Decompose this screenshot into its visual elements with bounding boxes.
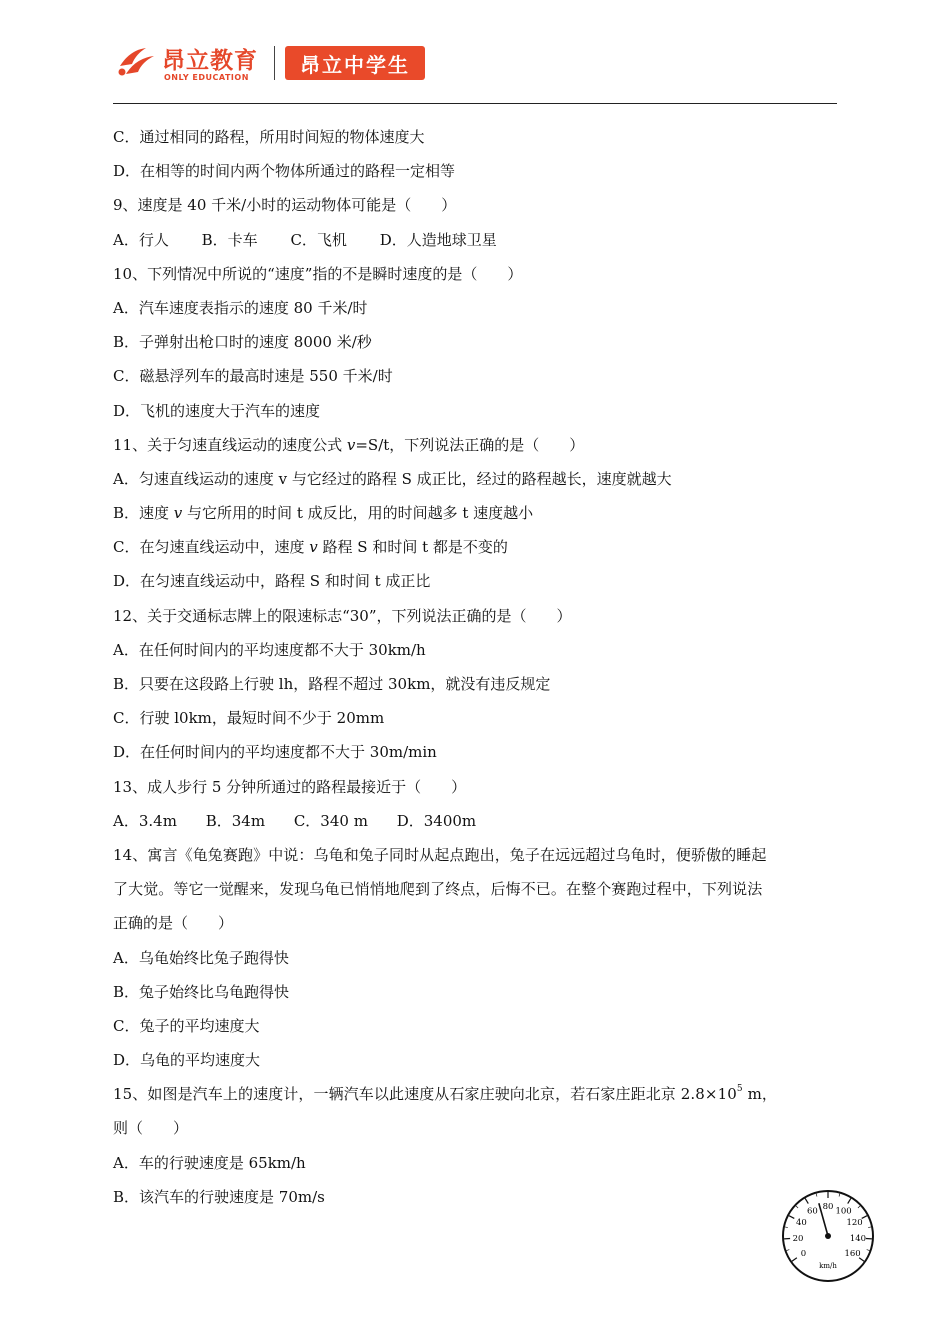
q12-option-c: C．行驶 l0km，最短时间不少于 20mm xyxy=(113,709,385,728)
q14-stem-line-2: 了大觉。等它一觉醒来，发现乌龟已悄悄地爬到了终点，后悔不已。在整个赛跑过程中，下列说法 xyxy=(113,880,763,899)
q9-option-a: A．行人 xyxy=(113,230,169,249)
q12-option-b: B．只要在这段路上行驶 lh，路程不超过 30km，就没有违反规定 xyxy=(113,675,551,693)
q10-option-c: C．磁悬浮列车的最高时速是 550 千米/时 xyxy=(113,367,393,386)
speedometer-tick-label: 0 xyxy=(800,1249,807,1260)
q13-option-d: D．3400m xyxy=(396,811,477,830)
q10-option-a: A．汽车速度表指示的速度 80 千米/时 xyxy=(113,298,368,317)
q9-option-d: D．人造地球卫星 xyxy=(379,230,497,249)
q12-stem: 12、关于交通标志牌上的限速标志“30”，下列说法正确的是（ ） xyxy=(113,606,572,625)
q15-stem-line-1 xyxy=(113,1077,838,1111)
q15-option-b: B．该汽车的行驶速度是 70m/s xyxy=(113,1187,325,1206)
q10-option-d: D．飞机的速度大于汽车的速度 xyxy=(113,401,321,420)
q9-option-c: C．飞机 xyxy=(290,230,347,249)
logo-divider xyxy=(274,46,275,80)
q11-option-c xyxy=(113,530,838,564)
speedometer-tick-label: 140 xyxy=(849,1233,867,1244)
q11b-pre: B．速度 xyxy=(113,504,174,523)
header-rule xyxy=(113,103,837,104)
speedometer-tick-label: 80 xyxy=(822,1202,834,1212)
speedometer-tick-label: 120 xyxy=(846,1218,863,1229)
q11c-pre: C．在匀速直线运动中，速度 xyxy=(113,538,310,557)
q14-stem-line-3: 正确的是（ ） xyxy=(113,914,234,933)
brand-badge: 昂立中学生 xyxy=(285,46,425,80)
q11b-var-v: v xyxy=(173,504,183,523)
q11-option-b xyxy=(113,496,838,530)
q9-options xyxy=(113,223,838,257)
q15-stem-line-2: 则（ ） xyxy=(113,1119,189,1138)
speedometer-unit: km/h xyxy=(819,1262,837,1270)
speedometer-figure xyxy=(780,1188,876,1284)
q8-option-d: D．在相等的时间内两个物体所通过的路程一定相等 xyxy=(113,162,456,181)
brand-logo-icon xyxy=(116,44,158,78)
q9-stem: 9、速度是 40 千米/小时的运动物体可能是（ ） xyxy=(113,196,457,215)
q14-option-c: C．兔子的平均速度大 xyxy=(113,1016,260,1035)
q13-option-b: B．34m xyxy=(205,811,266,830)
q12-option-d: D．在任何时间内的平均速度都不大于 30m/min xyxy=(113,743,437,762)
q10-stem: 10、下列情况中所说的“速度”指的不是瞬时速度的是（ ） xyxy=(113,264,523,283)
speedometer-tick-label: 100 xyxy=(835,1206,852,1217)
q9-option-b: B．卡车 xyxy=(201,230,258,249)
q11b-post: 与它所用的时间 t 成反比，用的时间越多 t 速度越小 xyxy=(182,504,534,523)
q11-stem xyxy=(113,428,838,462)
q12-option-a: A．在任何时间内的平均速度都不大于 30km/h xyxy=(113,640,426,659)
q13-stem: 13、成人步行 5 分钟所通过的路程最接近于（ ） xyxy=(113,777,467,796)
q10-option-b: B．子弹射出枪口时的速度 8000 米/秒 xyxy=(113,333,372,352)
q14-stem-line-1: 14、寓言《龟兔赛跑》中说：乌龟和兔子同时从起点跑出，兔子在远远超过乌龟时，便骄傲的睡起 xyxy=(113,845,767,864)
question-content xyxy=(113,120,838,1217)
q15-option-a: A．车的行驶速度是 65km/h xyxy=(113,1153,306,1172)
q13-options xyxy=(113,804,838,838)
q8-option-c: C．通过相同的路程，所用时间短的物体速度大 xyxy=(113,128,425,146)
q11-var-v: v xyxy=(346,435,356,454)
q14-option-d: D．乌龟的平均速度大 xyxy=(113,1051,261,1070)
q14-option-a: A．乌龟始终比兔子跑得快 xyxy=(113,948,289,967)
q11c-var-v: v xyxy=(309,538,318,557)
brand-name-en: ONLY EDUCATION xyxy=(164,73,249,82)
page-header xyxy=(0,0,950,110)
q15-exponent: 5 xyxy=(736,1084,743,1095)
q11c-post: 路程 S 和时间 t 都是不变的 xyxy=(317,538,508,557)
q11-option-a: A．匀速直线运动的速度 v 与它经过的路程 S 成正比，经过的路程越长，速度就越大 xyxy=(113,469,672,488)
speedometer-tick-label: 60 xyxy=(807,1206,818,1217)
speedometer-hub xyxy=(825,1233,831,1239)
speedometer-tick-label: 20 xyxy=(792,1233,804,1244)
q15-stem-pre: 15、如图是汽车上的速度计，一辆汽车以此速度从石家庄驶向北京，若石家庄距北京 2.8×10 xyxy=(113,1085,737,1104)
speedometer-tick-label: 40 xyxy=(795,1218,807,1229)
brand-name-cn: 昂立教育 xyxy=(162,48,258,74)
q11-stem-pre: 11、关于匀速直线运动的速度公式 xyxy=(113,435,347,454)
q14-option-b: B．兔子始终比乌龟跑得快 xyxy=(113,982,290,1001)
q13-option-a: A．3.4m xyxy=(113,811,177,830)
q11-stem-post: =S/t，下列说法正确的是（ ） xyxy=(355,435,585,454)
q13-option-c: C．340 m xyxy=(293,811,368,830)
q15-stem-post: m， xyxy=(742,1085,777,1104)
speedometer-tick-label: 160 xyxy=(844,1249,861,1260)
q11-option-d: D．在匀速直线运动中，路程 S 和时间 t 成正比 xyxy=(113,572,431,591)
